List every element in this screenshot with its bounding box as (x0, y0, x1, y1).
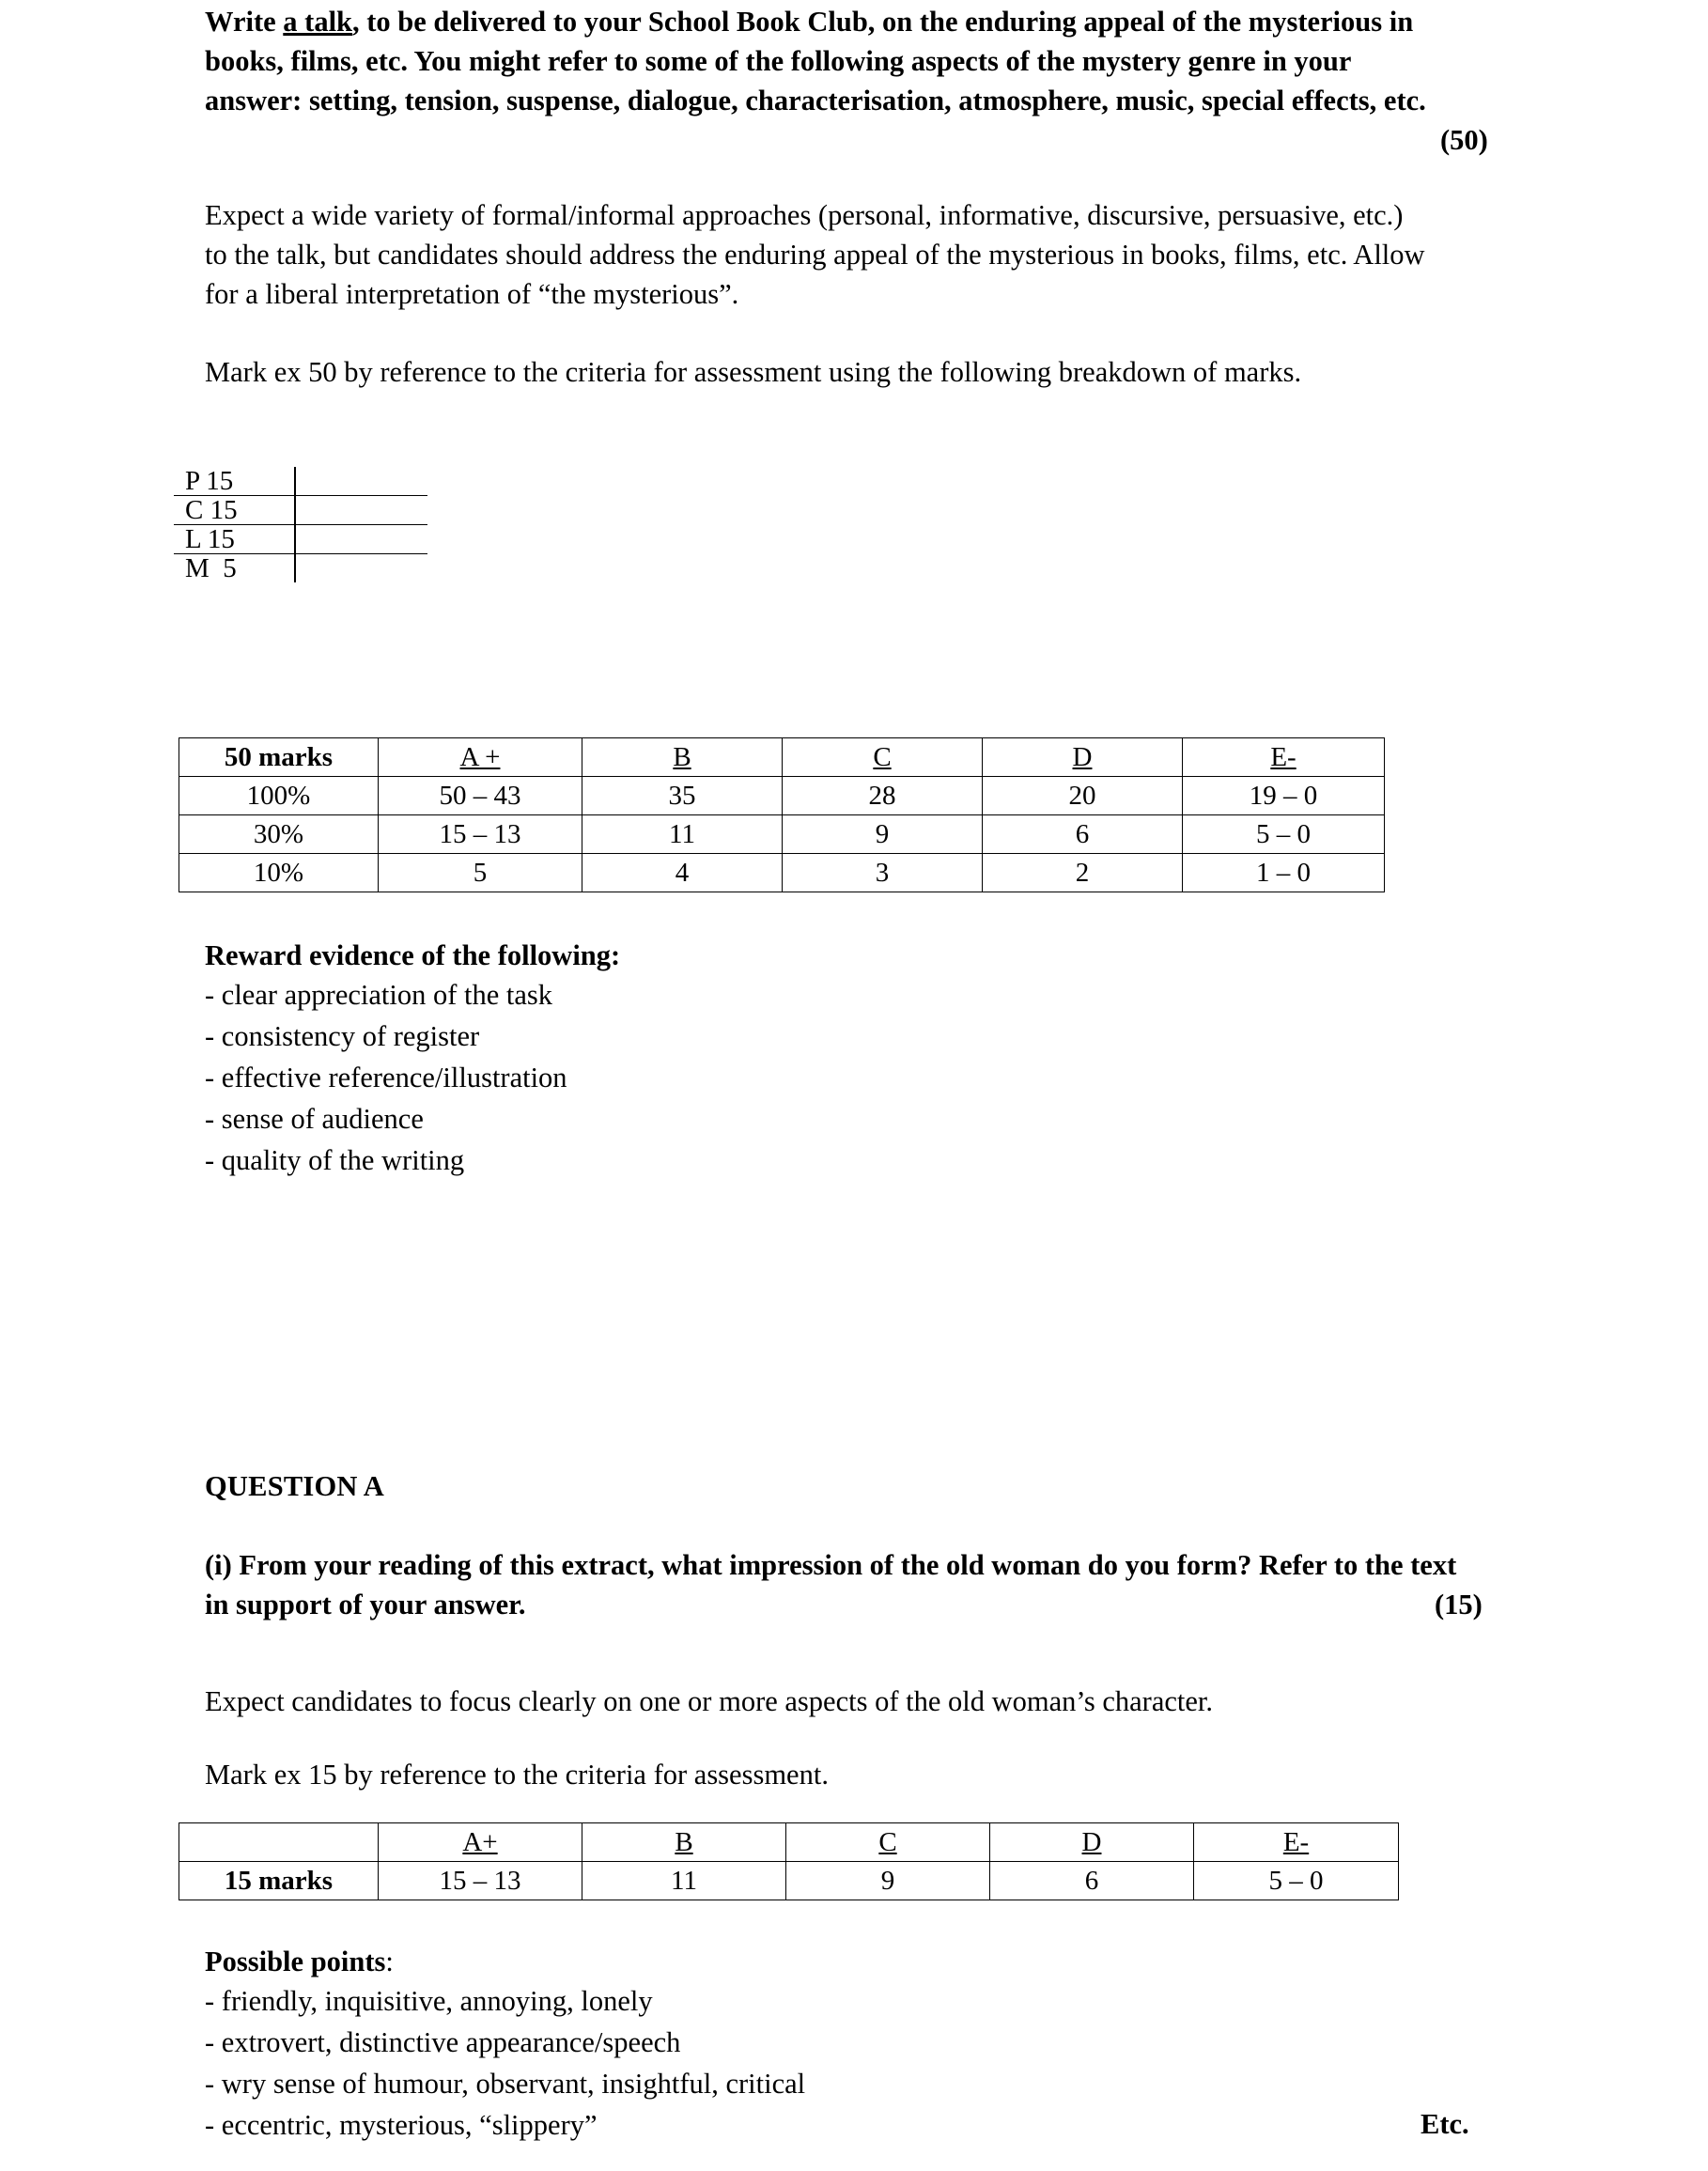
table-header-cell: E- (1183, 738, 1385, 777)
table-row (179, 854, 1385, 892)
table-header-row (179, 738, 1385, 777)
possible-points-list (205, 1943, 805, 2146)
table-cell: 15 – 13 (379, 1862, 582, 1900)
table-cell: 10% (179, 854, 379, 892)
possible-points-heading-text: Possible points (205, 1946, 386, 1977)
breakdown-divider (294, 525, 296, 553)
table-cell: 9 (786, 1862, 990, 1900)
table-cell: 2 (983, 854, 1183, 892)
table-header-cell (179, 1823, 379, 1862)
question-a-title: QUESTION A (205, 1470, 384, 1502)
reward-evidence-heading: Reward evidence of the following: (205, 939, 621, 971)
paragraph-mark-ex-50: Mark ex 50 by reference to the criteria for assessment using the following breakdown of marks. (205, 356, 1302, 388)
marks-breakdown-grid (174, 467, 427, 582)
list-item: - eccentric, mysterious, “slippery” (205, 2109, 598, 2141)
possible-points-heading (205, 1943, 805, 1980)
table-cell: 6 (990, 1862, 1194, 1900)
breakdown-row (174, 467, 427, 496)
list-item: - effective reference/illustration (205, 1062, 567, 1093)
table-cell: 11 (582, 1862, 786, 1900)
paragraph-mark-ex-15: Mark ex 15 by reference to the criteria for assessment. (205, 1759, 829, 1791)
breakdown-row (174, 496, 427, 525)
task-heading-marks: (50) (1440, 124, 1488, 156)
table-header-cell: C (783, 738, 983, 777)
footer-etc: Etc. (1421, 2108, 1469, 2140)
table-row (179, 815, 1385, 854)
breakdown-divider (294, 496, 296, 524)
breakdown-label: P 15 (185, 466, 234, 496)
table-header-cell: E- (1194, 1823, 1399, 1862)
table-cell: 5 – 0 (1194, 1862, 1399, 1900)
table-cell: 6 (983, 815, 1183, 854)
list-item: - clear appreciation of the task (205, 979, 553, 1011)
breakdown-row (174, 525, 427, 554)
table-cell: 30% (179, 815, 379, 854)
grade-table-50-marks (179, 737, 1385, 892)
table-cell: 5 – 0 (1183, 815, 1385, 854)
table-row (179, 1862, 1399, 1900)
breakdown-label: C 15 (185, 495, 238, 525)
reward-evidence-list (205, 937, 620, 1181)
breakdown-row (174, 554, 427, 582)
list-item: - extrovert, distinctive appearance/speech (205, 2026, 681, 2058)
table-header-cell: D (983, 738, 1183, 777)
table-header-cell: B (582, 738, 783, 777)
table-cell: 3 (783, 854, 983, 892)
paragraph-expect-15: Expect candidates to focus clearly on one or more aspects of the old woman’s character. (205, 1685, 1214, 1717)
breakdown-label: L 15 (185, 524, 235, 554)
paragraph-expect-50: Expect a wide variety of formal/informal approaches (personal, informative, discursive, persuasive, etc.) to the talk, but candidates should address the enduring appeal of the mysterious in books, films, etc. Allow for a liberal interpretation of “the mysterious”. (205, 199, 1425, 310)
task-heading (205, 2, 1445, 120)
question-a-prompt: (i) From your reading of this extract, what impression of the old woman do you form? Refer to the text in support of your answer. (205, 1549, 1457, 1620)
table-cell: 20 (983, 777, 1183, 815)
task-heading-rest: , to be delivered to your School Book Club, on the enduring appeal of the mysterious in books, films, etc. You might refer to some of the following aspects of the mystery genre in your answer: setting, tension, suspense, dialogue, characterisation, atmosphere, music, special effects, etc. (205, 6, 1426, 116)
task-heading-underlined: a talk (283, 6, 352, 38)
list-item: - friendly, inquisitive, annoying, lonely (205, 1985, 653, 2017)
table-cell: 100% (179, 777, 379, 815)
question-a-marks: (15) (1435, 1589, 1483, 1620)
breakdown-divider (294, 467, 296, 495)
table-row (179, 777, 1385, 815)
table-header-cell: B (582, 1823, 786, 1862)
table-header-cell: C (786, 1823, 990, 1862)
table-cell: 15 marks (179, 1862, 379, 1900)
breakdown-label: M 5 (185, 553, 237, 583)
table-header-cell: 50 marks (179, 738, 379, 777)
list-item: - wry sense of humour, observant, insightful, critical (205, 2068, 806, 2100)
table-cell: 50 – 43 (379, 777, 582, 815)
table-cell: 28 (783, 777, 983, 815)
list-item: - sense of audience (205, 1103, 424, 1135)
breakdown-divider (294, 554, 296, 582)
table-cell: 4 (582, 854, 783, 892)
table-header-cell: D (990, 1823, 1194, 1862)
table-header-cell: A + (379, 738, 582, 777)
table-header-row (179, 1823, 1399, 1862)
grade-table-15-marks (179, 1822, 1399, 1900)
table-cell: 35 (582, 777, 783, 815)
list-item: - consistency of register (205, 1020, 480, 1052)
table-cell: 5 (379, 854, 582, 892)
task-heading-lead: Write (205, 6, 284, 38)
table-cell: 1 – 0 (1183, 854, 1385, 892)
list-item: - quality of the writing (205, 1144, 465, 1176)
table-cell: 11 (582, 815, 783, 854)
table-header-cell: A+ (379, 1823, 582, 1862)
possible-points-heading-suffix: : (385, 1946, 394, 1977)
table-cell: 15 – 13 (379, 815, 582, 854)
table-cell: 19 – 0 (1183, 777, 1385, 815)
table-cell: 9 (783, 815, 983, 854)
